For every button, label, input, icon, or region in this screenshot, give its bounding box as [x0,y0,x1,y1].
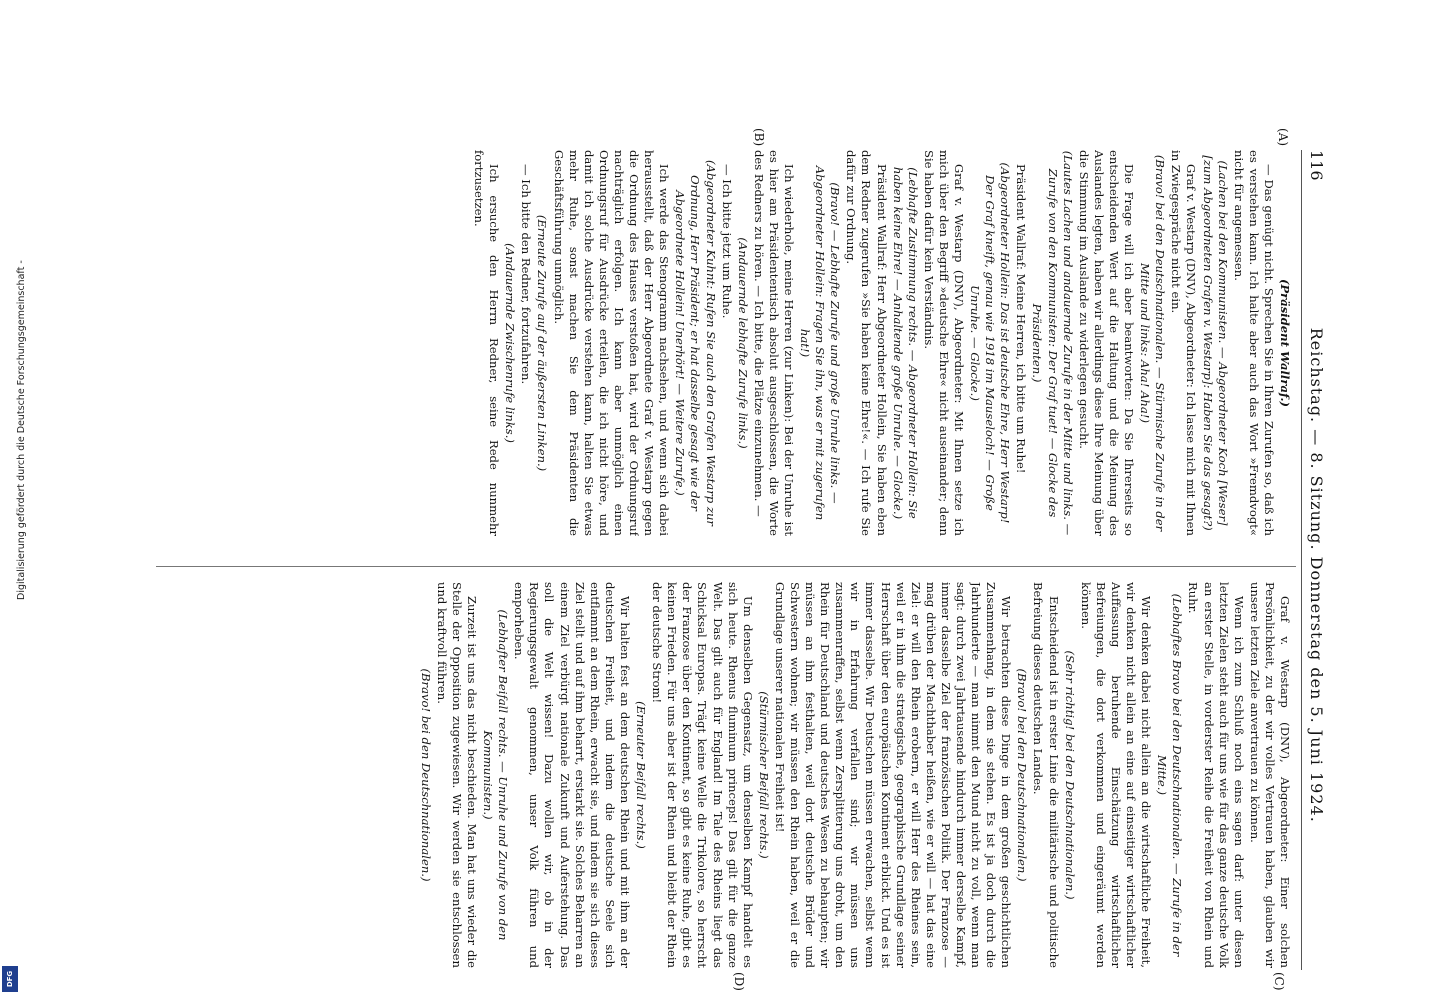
speech-paragraph: — Ich bitte jetzt um Ruhe. [719,164,734,319]
column-divider [156,566,1296,567]
interjection-remark: (Lebhafte Zustimmung rechts. — Abgeordneter Hollein: Sie haben keine Ehre! — Anhaltende große Unruhe. — Glocke.) [890,166,920,520]
interjection-remark: (Bravo! bei den Deutschnationalen.) [418,668,433,882]
speech-paragraph: Um denselben Gegensatz, um denselben Kampf handelt es sich heute. Rhenus fluminum princeps! Das gilt für die ganze Welt. Das gilt auch für England! Im Tale des Rheins liegt das Schicksal Europas. Trägt keine Welle die Trikolore, so herrscht der Franzose über den Kontinent, so gibt es keine Ruhe, gibt es keinen Frieden. Für uns aber ist der Rhein und bleibt der Rhein der deutsche Strom! [650,582,755,968]
page-header [1304,150,1326,970]
running-title: Reichstag. — 8. Sitzung. Donnerstag den 5. Juni 1924. [1307,327,1326,823]
speech-paragraph: Graf v. Westarp (DNV), Abgeordneter: Ich lasse mich mit Ihnen in Zwiegespräche nicht ein. [1169,150,1199,536]
interjection-remark: (Lebhafter Beifall rechts. — Unruhe und Zurufe von den Kommunisten.) [481,609,511,941]
interjection-remark: (Lautes Lachen und andauernde Zurufe in der Mitte und links. — Zurufe von den Kommunisten: Der Graf tuet! — Glocke des Präsidenten.) [1030,150,1075,536]
speech-paragraph: Graf v. Westarp (DNV), Abgeordneter: Mit Ihnen setze ich mich über den Begriff »deutsche Ehre« nicht auseinander; denn Sie haben dafür kein Verständnis. [921,150,967,536]
margin-letter-b: (B) [752,128,766,147]
speech-paragraph: Wenn ich zum Schluß noch eins sagen darf: unter diesen letzten Zielen steht auch für uns wie für das ganze deutsche Volk an erster Stelle, in vorderster Reihe die Freiheit von Rhein und Ruhr. [1186,582,1246,968]
speech-paragraph: Wir betrachten diese Dinge in dem großen geschichtlichen Zusammenhang, in dem sie stehen. Es ist ja doch durch die Jahrhunderte — man nimmt den Mund nicht zu voll, wenn man sagt: durch zwei Jahrtausende hindurch immer derselbe Kampf, immer dasselbe Ziel der französischen Politik. Der Franzose — mag drüben der Machthaber heißen, wie er will — hat das eine Ziel: er will den Rhein erobern, er will Herr des Rheines sein, weil er in ihm die strategische, geographische Grundlage seiner Herrschaft über den europäischen Kontinent erblickt. Und es ist immer dasselbe. Wir Deutschen müssen erwachen, selbst wenn wir in Erfahrung verfallen sind; wir müssen uns zusammenraffen, selbst wenn Zersplitterung uns droht, um den Rhein für Deutschland und deutsches Wesen zu behaupten; wir müssen an ihm festhalten, weil dort deutsche Brüder und Schwestern wohnen; wir müssen den Rhein haben, weil er die Grundlage unserer nationalen Freiheit ist! [772,582,1014,968]
speech-paragraph: Ich wiederhole, meine Herren (zur Linken): Bei der Unruhe ist es hier am Präsidententisch absolut ausgeschlossen, die Worte des Redners zu hören. — Ich bitte, die Plätze einzunehmen. — [751,150,796,536]
digitization-note: Digitalisierung gefördert durch die Deutsche Forschungsgemeinschaft - [16,260,27,600]
interjection-remark: (Bravo! bei den Deutschnationalen.) [1015,668,1030,882]
speech-paragraph: Zurzeit ist uns das nicht beschieden. Man hat uns wieder die Stelle der Opposition zugewiesen. Wir werden sie entschlossen und kraftvoll führen. [434,582,480,968]
speaker-line: (Präsident Wallraf.) [1278,278,1292,408]
rotated-page [126,120,1326,1000]
interjection-remark: (Bravo! bei den Deutschnationalen. — Stürmische Zurufe in der Mitte und links: Aha! Aha!) [1138,154,1168,532]
page-number: 116 [1307,150,1326,181]
speech-paragraph: Präsident Wallraf: Meine Herren, ich bitte um Ruhe! [1014,164,1029,474]
right-column [142,582,1292,968]
interjection-remark: (Abgeordneter Kuhnt: Rufen Sie auch den Grafen Westarp zur Ordnung, Herr Präsident; er hat dasselbe gesagt wie der Abgeordnete Hollein! Unerhört! — Weitere Zurufe.) [673,160,718,526]
interjection-remark: (Erneute Zurufe auf der äußersten Linken.) [535,214,550,472]
interjection-remark: (Sehr richtig! bei den Deutschnationalen.) [1062,650,1077,900]
margin-letter-d: (D) [732,972,746,991]
margin-letter-a: (A) [1276,128,1290,147]
speech-paragraph: Ich werde das Stenogramm nachsehen, und wenn sich dabei herausstellt, daß der Herr Abgeordnete Graf v. Westarp gegen die Ordnung des Hauses verstoßen hat, wird der Ordnungsruf nachträglich erfolgen. Ich kann aber unmöglich einen Ordnungsruf für Ausdrücke erteilen, die ich nicht höre, und damit ich solche Ausdrücke verstehen kann, halten Sie etwas mehr Ruhe, sonst machen Sie dem Präsidenten die Geschäftsführung unmöglich. [551,150,672,536]
interjection-remark: (Lebhaftes Bravo bei den Deutschnationalen. — Zurufe in der Mitte.) [1155,593,1185,957]
speech-paragraph: Entscheidend ist in erster Linie die militärische und politische Befreiung dieses deutschen Landes. [1031,582,1061,968]
interjection-remark: (Lachen bei den Kommunisten. — Abgeordneter Koch [Weser] [zum Abgeordneten Grafen v. Westarp]: Haben Sie das gesagt?) [1200,155,1230,531]
left-column [142,150,1292,536]
speech-paragraph: Ich ersuche den Herrn Redner, seine Rede nunmehr fortzusetzen. [472,150,502,536]
interjection-remark: (Abgeordneter Hollein: Das ist deutsche Ehre, Herr Westarp! Der Graf kneift, genau wie 1918 im Mauseloch! — Große Unruhe. — Glocke.) [968,162,1013,524]
header-rule [1301,150,1302,970]
speech-paragraph: — Ich bitte den Redner, fortzufahren. [519,164,534,385]
speech-paragraph: — Das genügt nicht. Sprechen Sie in Ihren Zurufen so, daß ich es verstehen kann. Ich halte aber auch das Wort »Fremdvogt« nicht für angemessen. [1231,150,1276,536]
speech-paragraph: Wir halten fest an dem deutschen Rhein und mit ihm an der deutschen Freiheit, und indem die deutsche Seele sich entflammt an dem Rhein, erwacht sie, und indem sie sich dieses Ziel stellt und auf ihm beharrt, erstarkt sie. Solches Beharren an einem Ziel verbürgt nationale Zukunft und Auferstehung. Das soll die Welt wissen! Dazu wollen wir, ob in der Regierungsgewalt genommen, unser Volk führen und emporheben. [512,582,632,968]
interjection-remark: (Stürmischer Beifall rechts.) [756,691,771,859]
interjection-remark: (Erneuter Beifall rechts.) [634,701,649,849]
speech-paragraph: Präsident Wallraf: Herr Abgeordneter Hollein, Sie haben eben dem Redner zugerufen »Sie haben keine Ehre!«. — Ich rufe Sie dafür zur Ordnung. [844,150,889,536]
margin-letter-c: (C) [1272,972,1286,991]
speech-paragraph: Wir denken dabei nicht allein an die wirtschaftliche Freiheit, wir denken nicht allein an eine auf einseitiger wirtschaftlicher Auffassung beruhende Einschätzung wirtschaftlicher Befreiungen, die dort verkommen und eingeräumt werden können. [1078,582,1154,968]
interjection-remark: (Andauernde lebhafte Zurufe links.) [735,237,750,449]
interjection-remark: (Bravo! — Lebhafte Zurufe und große Unruhe links. — Abgeordneter Hollein: Fragen Sie ihn, was er mit zugerufen hat!) [798,165,843,521]
speech-paragraph: Graf v. Westarp (DNV), Abgeordneter: Einer solchen Persönlichkeit, zu der wir volles Vertrauen haben, glauben wir unsere letzten Ziele anvertrauen zu können. [1247,582,1292,968]
speech-paragraph: Die Frage will ich aber beantworten: Da Sie Ihrerseits so entscheidenden Wert auf die Haltung und die Meinung des Auslandes legten, haben wir allerdings diese Ihre Meinung über die Stimmung im Auslande zu widerlegen gesucht. [1076,150,1137,536]
interjection-remark: (Andauernde Zwischenrufe links.) [503,243,518,443]
dfg-logo: DFG [2,966,18,992]
